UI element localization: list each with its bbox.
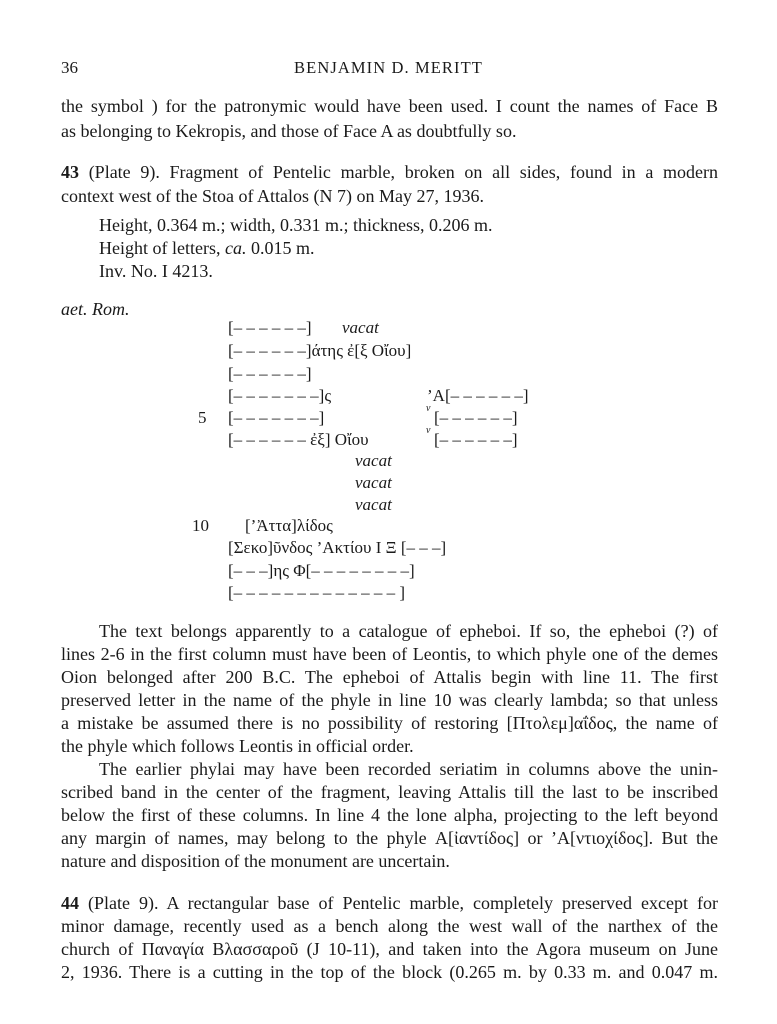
body-text-line: Oion belonged after 200 B.C. The epheboi of Attalis begin with line 11. The first: [61, 667, 718, 687]
body-text-line: minor damage, recently used as a bench along the west wall of the narthex of the: [61, 916, 718, 936]
inscription-line: [– – – – – – – – – – – – – ]: [228, 583, 406, 602]
inscription-line: [– – – – – –]άτης ἐ[ξ Οἴου]: [228, 341, 412, 360]
letter-height-value: 0.015 m.: [246, 238, 315, 258]
body-text-line: The earlier phylai may have been recorded seriatim in columns above the unin-: [99, 759, 718, 779]
entry-heading-text: (Plate 9). A rectangular base of Pentelic marble, completely preserved except for: [79, 893, 718, 913]
date-label: aet. Rom.: [61, 299, 130, 319]
body-text-line: church of Παναγία Βλασσαροῦ (J 10-11), and taken into the Agora museum on June: [61, 939, 718, 959]
body-text-line: preserved letter in the name of the phyle in line 10 was clearly lambda; so that unless: [61, 690, 718, 710]
vacat-mark: vacat: [355, 473, 392, 492]
entry-43-heading: [61, 162, 718, 183]
body-text-line: a mistake be assumed there is no possibility of restoring [Πτολεμ]αΐδος, the name of: [61, 713, 718, 733]
inscription-line: [– – – – – – –]ς: [228, 386, 332, 405]
inscription-line: [– – – – – –]: [434, 408, 518, 427]
body-text-line: the phyle which follows Leontis in official order.: [61, 736, 414, 756]
inscription-line: [– – – – – – –]: [228, 408, 325, 427]
body-text-line: The text belongs apparently to a catalogue of epheboi. If so, the epheboi (?) of: [99, 621, 718, 641]
dimensions: Height, 0.364 m.; width, 0.331 m.; thickness, 0.206 m.: [99, 215, 493, 235]
inscription-line: [– – – – – – ἐξ] Οἴου: [228, 430, 369, 449]
letter-height-label: Height of letters,: [99, 238, 225, 258]
body-text-line: nature and disposition of the monument are uncertain.: [61, 851, 450, 871]
body-text-line: context west of the Stoa of Attalos (N 7) on May 27, 1936.: [61, 186, 484, 206]
letter-height: [99, 238, 314, 259]
vacat-mark: vacat: [342, 318, 379, 337]
inscription-line: [– – – – – –]: [228, 364, 312, 383]
inscription-line: [Σεκο]ῦνδος ’Ακτίου Ι Ξ [– – –]: [228, 538, 447, 557]
entry-number: 44: [61, 893, 79, 913]
entry-number: 43: [61, 162, 79, 182]
line-number: 5: [198, 408, 207, 427]
inscription-line: [’Ἀττα]λίδος: [245, 516, 333, 535]
inscription-line: [– – – – – –]: [434, 430, 518, 449]
body-text-line: below the first of these columns. In line 4 the lone alpha, projecting to the left beyond: [61, 805, 718, 825]
body-text-line: as belonging to Kekropis, and those of Face A as doubtfully so.: [61, 121, 517, 141]
body-text-line: lines 2-6 in the first column must have been of Leontis, to which phyle one of the demes: [61, 644, 718, 664]
inventory-number: Inv. No. I 4213.: [99, 261, 213, 281]
body-text-line: 2, 1936. There is a cutting in the top of the block (0.265 m. by 0.33 m. and 0.047 m.: [61, 962, 718, 982]
circa-abbrev: ca.: [224, 238, 247, 258]
vacat-sign: v: [426, 403, 431, 414]
inscription-line: [– – – – – –]: [228, 318, 312, 337]
line-number: 10: [192, 516, 209, 535]
body-text-line: any margin of names, may belong to the phyle Α[ἰαντίδος] or ’Α[ντιοχίδος]. But the: [61, 828, 718, 848]
inscription-line: [– – –]ης Φ[– – – – – – – –]: [228, 561, 415, 580]
page-number: 36: [61, 58, 78, 77]
body-text-line: scribed band in the center of the fragment, leaving Attalis till the last to be inscribed: [61, 782, 718, 802]
vacat-mark: vacat: [355, 495, 392, 514]
vacat-mark: vacat: [355, 451, 392, 470]
running-head: BENJAMIN D. MERITT: [294, 58, 483, 77]
vacat-sign: v: [426, 425, 431, 436]
entry-heading-text: (Plate 9). Fragment of Pentelic marble, broken on all sides, found in a modern: [79, 162, 718, 182]
entry-44-heading: [61, 893, 718, 914]
body-text-line: the symbol ) for the patronymic would have been used. I count the names of Face B: [61, 96, 718, 116]
inscription-line: ’Α[– – – – – –]: [427, 386, 529, 405]
